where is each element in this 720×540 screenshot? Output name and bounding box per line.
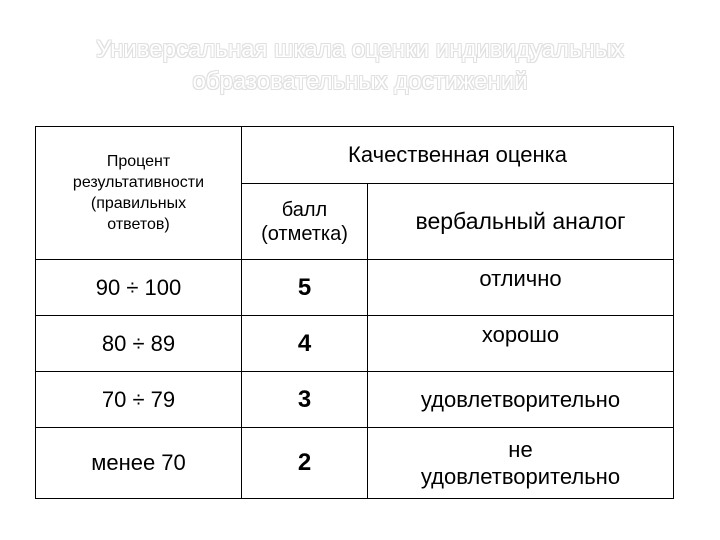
range-cell: 70 ÷ 79 (36, 372, 242, 428)
grading-scale-table (35, 126, 674, 499)
score-cell: 3 (242, 372, 368, 428)
header-percent-line: ответов) (107, 216, 170, 233)
verbal-cell (368, 316, 674, 372)
slide-title-line-2: образовательных достижений (192, 68, 528, 95)
table-row (36, 372, 674, 428)
header-score-line: (отметка) (261, 222, 348, 245)
table-header-row (36, 127, 674, 184)
header-percent-cell (36, 127, 242, 260)
verbal-text: хорошо (481, 322, 560, 347)
table-row (36, 260, 674, 316)
table-row (36, 428, 674, 499)
table-row (36, 316, 674, 372)
range-cell: 90 ÷ 100 (36, 260, 242, 316)
score-cell: 4 (242, 316, 368, 372)
slide-title-line-1: Универсальная шкала оценки индивидуальных (95, 36, 625, 63)
header-score-cell (242, 184, 368, 260)
verbal-text: отлично (479, 266, 562, 291)
slide-title (0, 34, 720, 98)
verbal-line: не (508, 437, 533, 462)
score-cell: 5 (242, 260, 368, 316)
header-qualitative-cell: Качественная оценка (242, 127, 674, 184)
header-percent-line: результативности (72, 174, 205, 191)
header-score-line: балл (281, 198, 328, 221)
verbal-cell: удовлетворительно (368, 372, 674, 428)
verbal-cell (368, 428, 674, 499)
range-cell: 80 ÷ 89 (36, 316, 242, 372)
verbal-cell (368, 260, 674, 316)
score-cell: 2 (242, 428, 368, 499)
header-verbal-cell: вербальный аналог (368, 184, 674, 260)
header-percent-line: (правильных (90, 195, 187, 212)
verbal-line: удовлетворительно (420, 464, 621, 489)
range-cell: менее 70 (36, 428, 242, 499)
header-percent-line: Процент (106, 153, 171, 170)
